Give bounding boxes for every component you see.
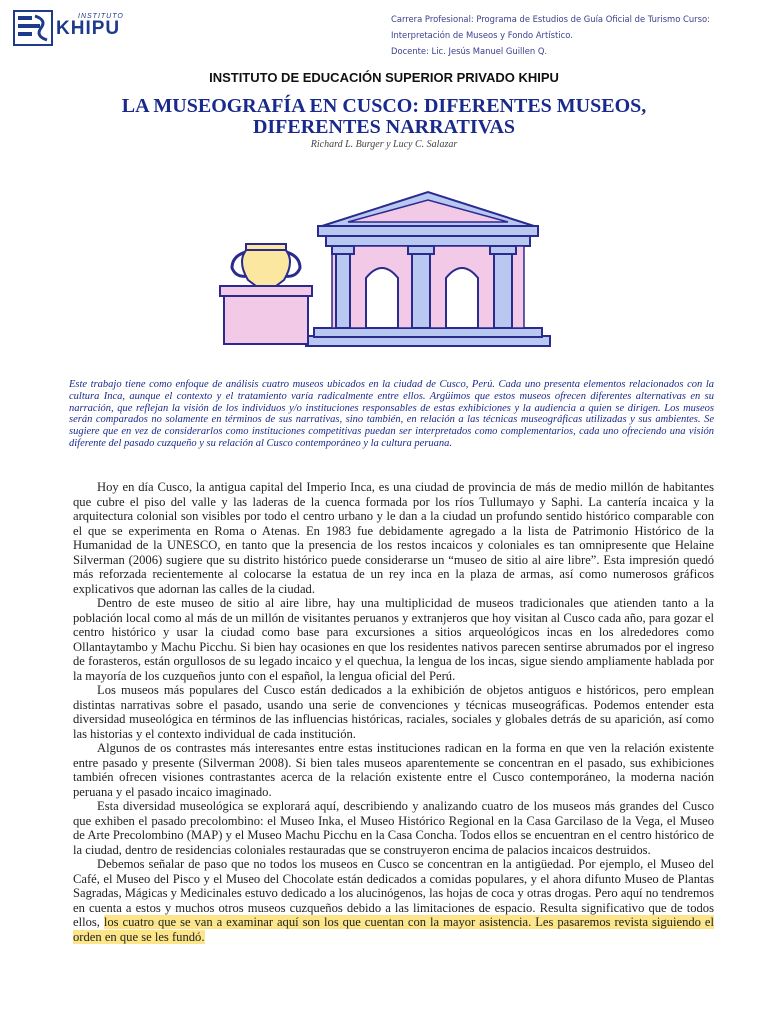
institute-logo (13, 10, 124, 46)
paragraph-last (73, 857, 714, 944)
article-body (73, 480, 714, 944)
title-line-1: LA MUSEOGRAFÍA EN CUSCO: DIFERENTES MUSEOS, (121, 95, 647, 117)
abstract: Este trabajo tiene como enfoque de análisis cuatro museos ubicados en la ciudad de Cusco, Perú. Cada uno presenta elementos relacionados con la cultura Inca, aunque el contexto y el tratamiento varía radicalmente entre ellos. Argüimos que estos museos ofrecen diferentes alternativas en su narración, que reflejan la visión de los individuos y/o instituciones responsables de estas exhibiciones y la audiencia a quien se dirigen. Los museos serán comparados no solamente en términos de sus narrativas, sino también, en relación a las técnicas museográficas utilizadas y sus ambientes. Se sugiere que en vez de considerarlos como instituciones competitivas puedan ser interpretados como complementarios, cada uno ofreciendo una visión diferente del pasado cuzqueño y su relación al Cusco contemporáneo y la cultura peruana. (69, 379, 714, 449)
institution-title: INSTITUTO DE EDUCACIÓN SUPERIOR PRIVADO KHIPU (209, 70, 559, 85)
paragraph: Esta diversidad museológica se explorará aquí, describiendo y analizando cuatro de los museos más grandes del Cusco que exhiben el pasado precolombino: el Museo Inka, el Museo Histórico Regional en la Casa Garcilaso de la Vega, el Museo de Arte Precolombino (MAP) y el Museo Machu Picchu en la Casa Concha. Todos ellos se encuentran en el centro histórico de la ciudad, dentro de residencias coloniales restauradas que se construyeron encima de palacios incaicos destruidos. (73, 799, 714, 857)
logo-big-text: KHIPU (56, 18, 121, 39)
paragraph: Dentro de este museo de sitio al aire libre, hay una multiplicidad de museos tradicionales que atienden tanto a la población local como al más de un millón de visitantes peruanos y extranjeros que hoy visitan al Cusco cada año, para gozar el centro histórico y usar la ciudad como base para excursiones a sitios arqueológicos incas en los alrededores como Ollantaytambo y Machu Picchu. Si bien hay ocasiones en que los residentes nativos parecen sentirse abrumados por el ingreso de forasteros, están orgullosos de su legado incaico y el quechua, la lengua de los incas, sigue siendo ampliamente hablada por la mayoría de los cuzqueños junto con el español, la lengua oficial del Perú. (73, 596, 714, 683)
khipu-logo-icon (13, 10, 53, 46)
title-line-2: DIFERENTES NARRATIVAS (252, 116, 516, 138)
paragraph: Hoy en día Cusco, la antigua capital del Imperio Inca, es una ciudad de provincia de más de medio millón de habitantes que cubre el piso del valle y las laderas de la cuenca formada por los ríos Tullumayo y Saphi. La cantería incaica y la arquitectura colonial son visibles por todo el centro urbano y le dan a la ciudad un profundo sentido histórico comparable con el que se experimenta en Roma o Atenas. En 1983 fue debidamente agregado a la lista de Patrimonio Histórico de la Humanidad de la UNESCO, en tanto que la presencia de los restos incaicos y coloniales es tan omnipresente que Helaine Silverman (2006) sugiere que su distrito histórico puede considerarse un “museo de sitio al aire libre”. Esta impresión quedó más reforzada recientemente al colocarse la estatua de un rey inca en la plaza de armas, así como numerosos gráficos explicativos que adornan las calles de la ciudad. (73, 480, 714, 596)
highlighted-text[interactable]: los cuatro que se van a examinar aquí son los que cuentan con la mayor asistencia. Les pasaremos revista siguiendo el orden en que se les fundó. (73, 915, 714, 944)
logo-small-text: INSTITUTO (78, 13, 124, 20)
course-header (391, 11, 763, 59)
course-subject-line: Interpretación de Museos y Fondo Artístico. (391, 30, 573, 40)
course-line: Carrera Profesional: Programa de Estudios de Guía Oficial de Turismo Curso: (391, 14, 710, 24)
museum-illustration (218, 186, 554, 350)
authors: Richard L. Burger y Lucy C. Salazar (310, 139, 458, 150)
teacher-line: Docente: Lic. Jesús Manuel Guillen Q. (391, 46, 548, 56)
paragraph-text: Debemos señalar de paso que no todos los museos en Cusco se concentran en la antigüedad. Por ejemplo, el Museo del Café, el Museo del Pisco y el Museo del Chocolate están dedicados a comidas populares, y el ahora difunto Museo de Plantas Sagradas, Mágicas y Medicinales estuvo dedicado a los alucinógenos, las hojas de coca y otras drogas. Pero aquí no tendremos en cuenta a estos y muchos otros museos cuzqueños debido a las limitaciones de espacio. Resulta significativo que de todos ellos, (73, 857, 714, 929)
paragraph: Algunos de os contrastes más interesantes entre estas instituciones radican en la forma en que ven la relación existente entre pasado y presente (Silverman 2008). Si bien tales museos aparentemente se concentran en el pasado, sus exhibiciones también ofrecen visiones contrastantes acerca de la relación existente entre el Cusco contemporáneo, la moderna nación peruana y el pasado incaico imaginado. (73, 741, 714, 799)
document-title (0, 96, 768, 138)
paragraph: Los museos más populares del Cusco están dedicados a la exhibición de objetos antiguos e históricos, pero emplean distintas narrativas sobre el pasado, usando una serie de convenciones y técnicas museográficas. Podemos entender esta diversidad museológica en términos de las influencias históricas, raciales, sociales y globales detrás de su aparición, así como las historias y el contexto individual de cada institución. (73, 683, 714, 741)
